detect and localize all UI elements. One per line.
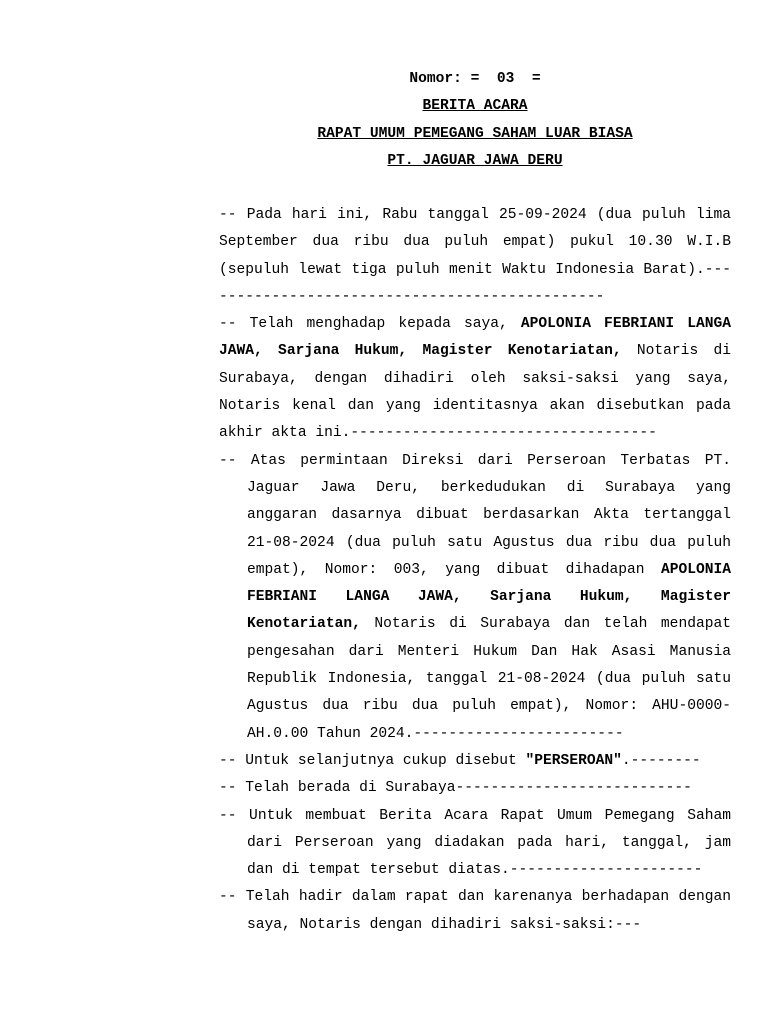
paragraph-attendance xyxy=(219,884,731,939)
paragraph-appearance xyxy=(219,311,731,447)
paragraph-attendance-text: -- Telah hadir dalam rapat dan karenanya berhadapan dengan saya, Notaris dengan dihadiri saksi-saksi:--- xyxy=(219,889,731,933)
perseroan-term: "PERSEROAN" xyxy=(525,752,622,769)
paragraph-request-pre: -- Atas permintaan Direksi dari Perseroan Terbatas PT. Jaguar Jawa Deru, berkedudukan di Surabaya yang anggaran dasarnya dibuat berdasarkan Akta tertanggal 21-08-2024 (dua puluh satu Agustus dua ribu dua puluh empat), Nomor: 003, yang dibuat dihadapan xyxy=(219,452,731,578)
paragraph-request xyxy=(219,448,731,748)
company-name: PT. JAGUAR JAWA DERU xyxy=(387,152,563,169)
paragraph-purpose xyxy=(219,803,731,885)
paragraph-location-text: -- Telah berada di Surabaya--------------------------- xyxy=(219,780,692,797)
paragraph-appearance-post: Notaris di Surabaya, dengan dihadiri oleh saksi-saksi yang saya, Notaris kenal dan yang identitasnya akan disebutkan pada akhir akta ini.----------------------------------- xyxy=(219,343,731,442)
paragraph-date xyxy=(219,202,731,311)
deed-number: Nomor: = 03 = xyxy=(409,71,541,87)
paragraph-request-post: Notaris di Surabaya dan telah mendapat pengesahan dari Menteri Hukum Dan Hak Asasi Manusia Republik Indonesia, tanggal 21-08-2024 (dua puluh satu Agustus dua ribu dua puluh empat), Nomor: AHU-0000-AH.0.00 Tahun 2024.------------------------ xyxy=(247,616,731,742)
paragraph-perseroan-pre: -- Untuk selanjutnya cukup disebut xyxy=(219,752,526,769)
meeting-title: RAPAT UMUM PEMEGANG SAHAM LUAR BIASA xyxy=(317,125,633,142)
paragraph-perseroan xyxy=(219,748,731,775)
document-header xyxy=(219,68,731,177)
document-body xyxy=(219,202,731,939)
paragraph-appearance-pre: -- Telah menghadap kepada saya, xyxy=(219,316,521,333)
document-title: BERITA ACARA xyxy=(422,98,528,115)
paragraph-date-text: -- Pada hari ini, Rabu tanggal 25-09-2024 (dua puluh lima September dua ribu dua puluh empat) pukul 10.30 W.I.B (sepuluh lewat tiga puluh menit Waktu Indonesia Barat).----------------------------------------------- xyxy=(219,207,731,305)
paragraph-location xyxy=(219,775,731,802)
notary-name: APOLONIA FEBRIANI LANGA JAWA, Sarjana Hukum, Magister Kenotariatan, xyxy=(219,316,731,360)
paragraph-purpose-text: -- Untuk membuat Berita Acara Rapat Umum Pemegang Saham dari Perseroan yang diadakan pada hari, tanggal, jam dan di tempat tersebut diatas.---------------------- xyxy=(219,807,731,879)
notary-name-2: APOLONIA FEBRIANI LANGA JAWA, Sarjana Hukum, Magister Kenotariatan, xyxy=(247,561,731,633)
paragraph-perseroan-post: .-------- xyxy=(621,752,701,769)
